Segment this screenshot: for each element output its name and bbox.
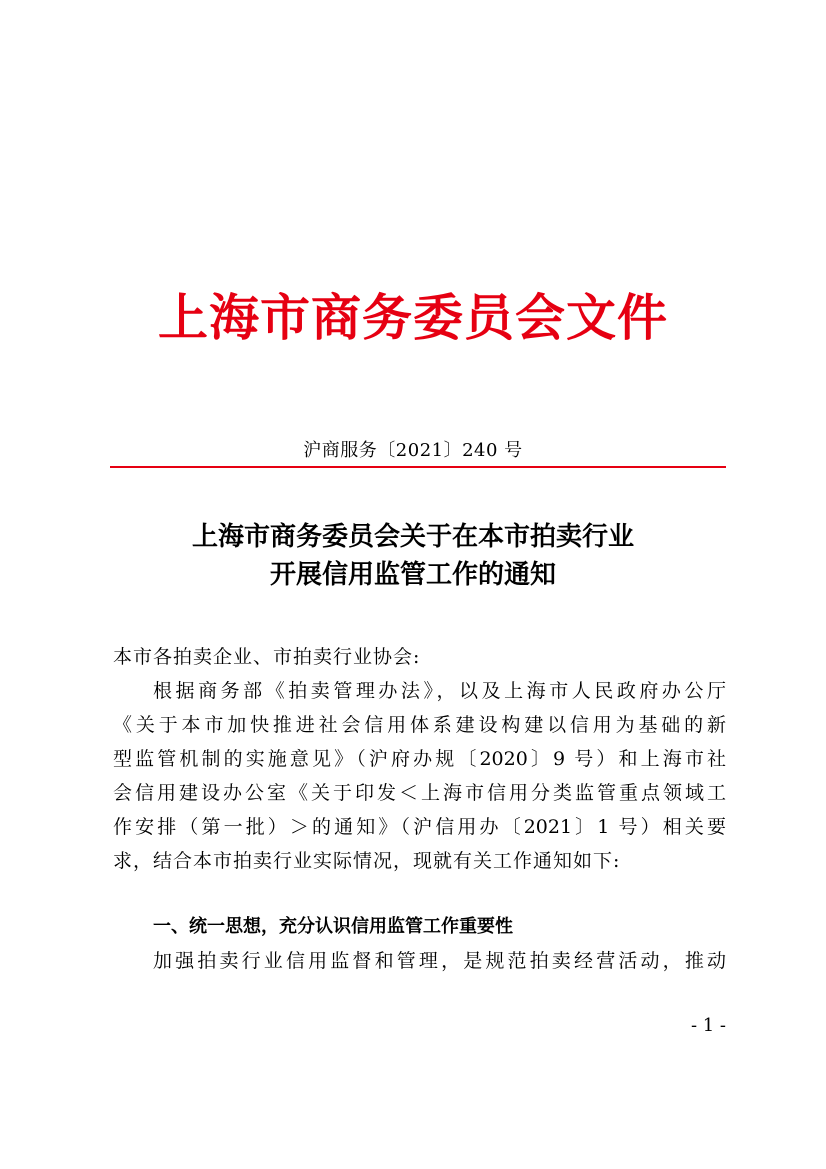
document-title-line-2: 开展信用监管工作的通知 — [269, 560, 556, 590]
document-title-line-1: 上海市商务委员会关于在本市拍卖行业 — [191, 522, 634, 552]
paragraph-1-line-2: 《关于本市加快推进社会信用体系建设构建以信用为基础的新 — [113, 714, 726, 736]
paragraph-1-line-5: 作安排（第一批）＞的通知》（沪信用办〔2021〕1 号）相关要 — [113, 816, 726, 838]
salutation: 本市各拍卖企业、市拍卖行业协会: — [113, 646, 421, 668]
paragraph-2-line-1: 加强拍卖行业信用监督和管理，是规范拍卖经营活动，推动 — [153, 950, 726, 972]
red-divider-rule — [110, 466, 726, 468]
section-heading-1: 一、统一思想，充分认识信用监管工作重要性 — [153, 916, 513, 937]
paragraph-1-line-3: 型监管机制的实施意见》（沪府办规〔2020〕9 号）和上海市社 — [113, 748, 726, 770]
paragraph-1-line-6: 求，结合本市拍卖行业实际情况，现就有关工作通知如下: — [113, 850, 621, 872]
document-title — [0, 518, 826, 594]
page-number: - 1 - — [690, 1015, 726, 1036]
paragraph-1-line-4: 会信用建设办公室《关于印发＜上海市信用分类监管重点领域工 — [113, 782, 726, 804]
masthead-title: 上海市商务委员会文件 — [158, 288, 668, 347]
paragraph-1-line-1: 根据商务部《拍卖管理办法》，以及上海市人民政府办公厅 — [153, 680, 726, 702]
document-number: 沪商服务〔2021〕240 号 — [303, 440, 523, 461]
